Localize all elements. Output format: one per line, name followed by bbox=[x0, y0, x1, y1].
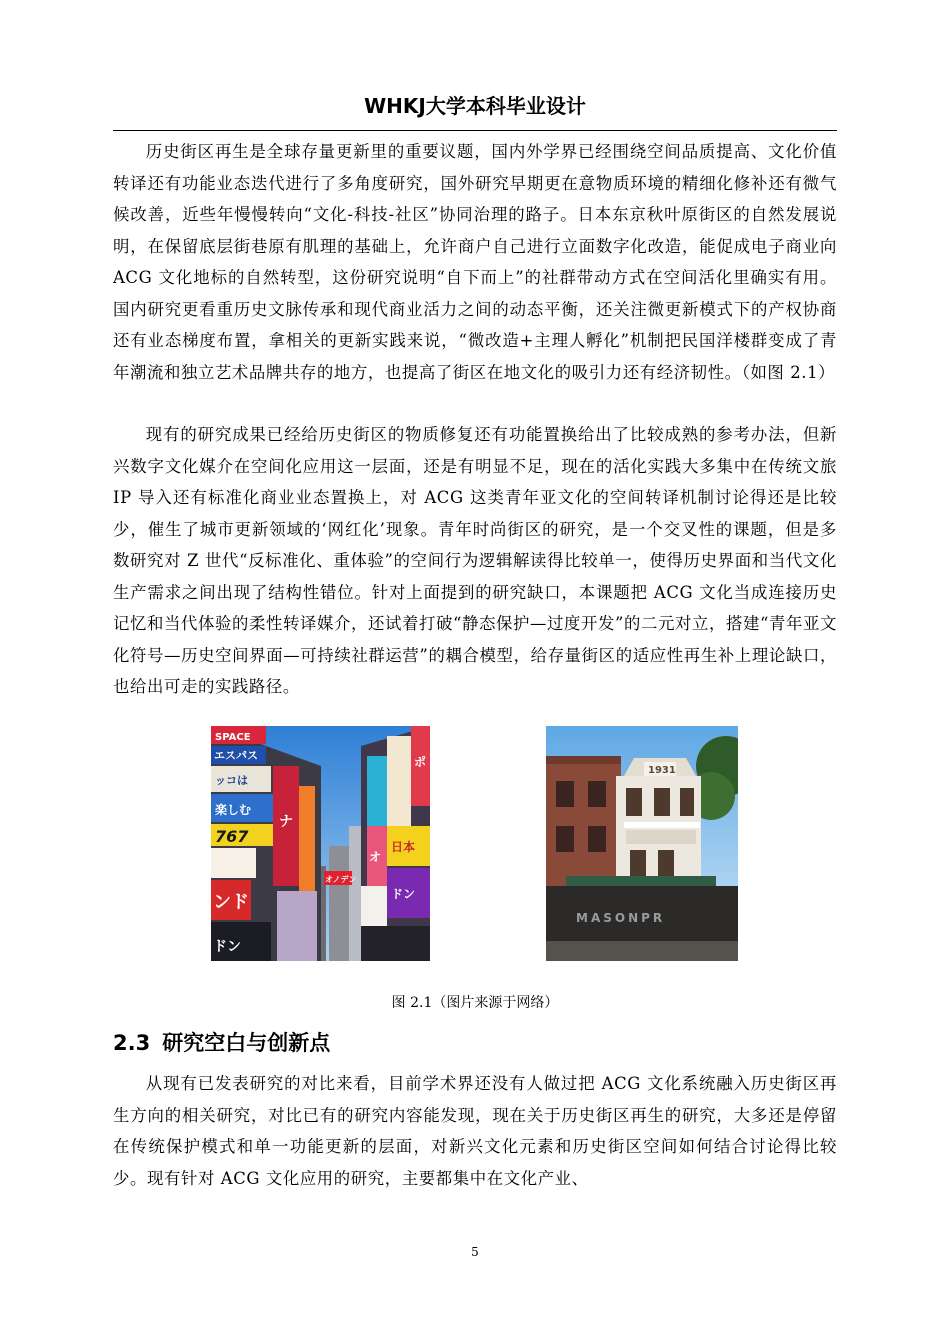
photo-sign-text: ポ bbox=[414, 755, 427, 769]
body-paragraph-2: 现有的研究成果已经给历史街区的物质修复还有功能置换给出了比较成熟的参考办法，但新兴数字文化媒介在空间化应用这一层面，还是有明显不足，现在的活化实践大多集中在传统文旅 IP 导入还有标准化商业业态置换上，对 ACG 这类青年亚文化的空间转译机制讨论得还是比较少，催生了城市更新领域的‘网红化’现象。青年时尚街区的研究，是一个交叉性的课题，但是多数研究对 Z 世代“反标准化、重体验”的空间行为逻辑解读得比较单一，使得历史界面和当代文化生产需求之间出现了结构性错位。针对上面提到的研究缺口，本课题把 ACG 文化当成连接历史记忆和当代体验的柔性转译媒介，还试着打破“静态保护—过度开发”的二元对立，搭建“青年亚文化符号—历史空间界面—可持续社群运营”的耦合模型，给存量街区的适应性再生补上理论缺口，也给出可走的实践路径。 bbox=[113, 425, 837, 696]
photo-sign-text: エスパス bbox=[214, 749, 258, 762]
photo-sign-text: ドン bbox=[391, 887, 416, 901]
photo-sign-text: 楽しむ bbox=[215, 803, 252, 817]
photo-sign-text: 日本 bbox=[391, 840, 416, 854]
section-heading bbox=[113, 1027, 330, 1059]
photo-sign-text: オ bbox=[369, 850, 382, 864]
body-paragraph-1: 历史街区再生是全球存量更新里的重要议题，国内外学界已经围绕空间品质提高、文化价值转译还有功能业态迭代进行了多角度研究，国外研究早期更在意物质环境的精细化修补还有微气候改善，近些年慢慢转向“文化-科技-社区”协同治理的路子。日本东京秋叶原街区的自然发展说明，在保留底层街巷原有肌理的基础上，允许商户自己进行立面数字化改造，能促成电子商业向 ACG 文化地标的自然转型，这份研究说明“自下而上”的社群带动方式在空间活化里确实有用。国内研究更看重历史文脉传承和现代商业活力之间的动态平衡，还关注微更新模式下的产权协商还有业态梯度布置，拿相关的更新实践来说，“微改造+主理人孵化”机制把民国洋楼群变成了青年潮流和独立艺术品牌共存的地方，也提高了街区在地文化的吸引力还有经济韧性。（如图 2.1） bbox=[113, 142, 837, 382]
photo-sign-text: SPACE bbox=[215, 732, 251, 743]
akihabara-street-photo bbox=[211, 726, 430, 961]
street-sign-text: オノデン bbox=[325, 875, 357, 884]
historic-building-photo bbox=[546, 726, 738, 961]
building-sign-text: MASONPR bbox=[576, 911, 666, 925]
section-title: 研究空白与创新点 bbox=[162, 1031, 331, 1055]
photo-sign-text: 767 bbox=[215, 827, 249, 846]
page-number: 5 bbox=[471, 1245, 479, 1259]
page-header-title: WHKJ大学本科毕业设计 bbox=[364, 94, 586, 118]
building-year-text: 1931 bbox=[648, 765, 676, 776]
figure-caption: 图 2.1（图片来源于网络） bbox=[391, 995, 559, 1011]
photo-sign-text: ンド bbox=[213, 892, 249, 913]
section-number: 2.3 bbox=[113, 1031, 151, 1055]
body-paragraph-3: 从现有已发表研究的对比来看，目前学术界还没有人做过把 ACG 文化系统融入历史街区再生方向的相关研究，对比已有的研究内容能发现，现在关于历史街区再生的研究，大多还是停留在传统保护模式和单一功能更新的层面，对新兴文化元素和历史街区空间如何结合讨论得比较少。现有针对 ACG 文化应用的研究，主要都集中在文化产业、 bbox=[113, 1074, 837, 1188]
photo-sign-text: ドン bbox=[213, 939, 241, 955]
header-divider bbox=[113, 130, 837, 131]
photo-sign-text: ナ bbox=[279, 814, 293, 830]
photo-sign-text: ッコは bbox=[215, 774, 248, 787]
